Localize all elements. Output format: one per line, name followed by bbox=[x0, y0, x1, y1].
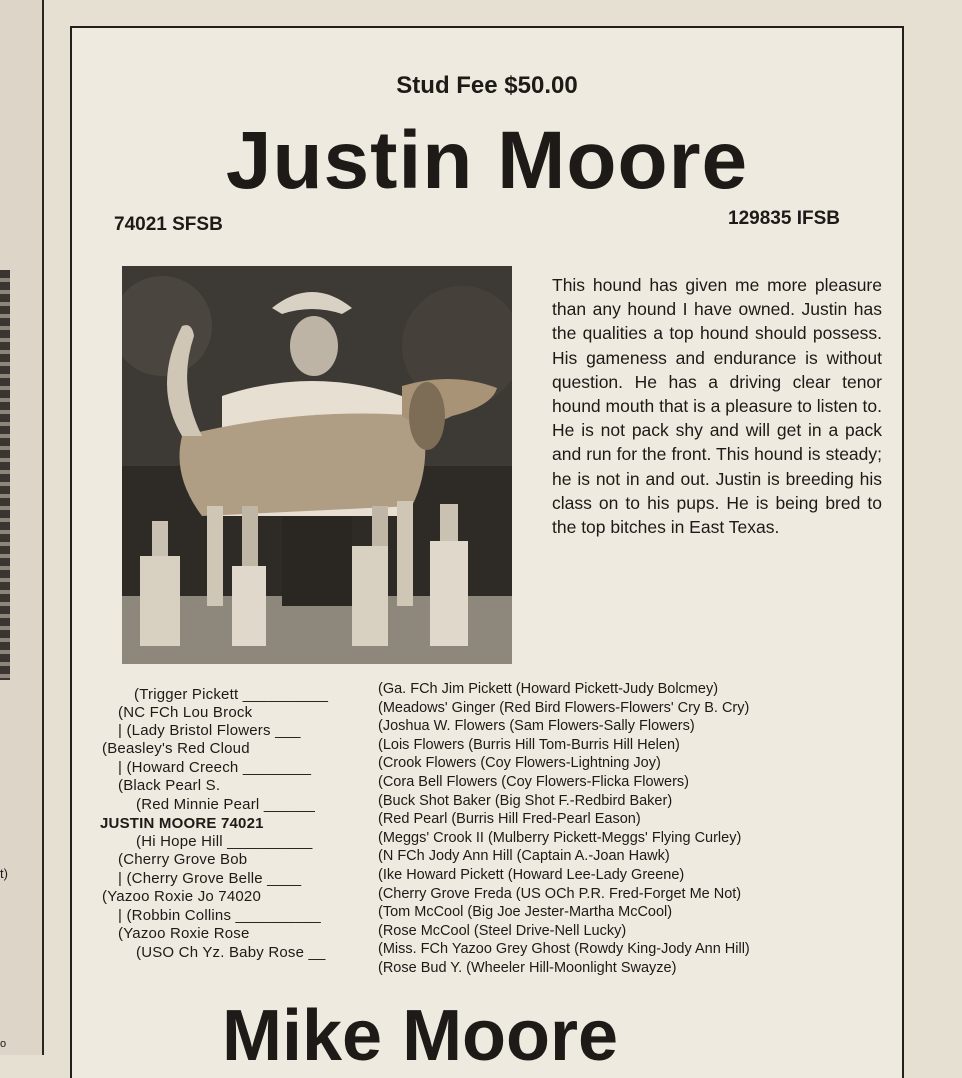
pedigree-entry: (USO Ch Yz. Baby Rose __ bbox=[136, 944, 326, 961]
pedigree-entry: (Beasley's Red Cloud bbox=[102, 740, 250, 757]
stud-ad-panel bbox=[70, 26, 904, 1078]
adjacent-page bbox=[0, 0, 44, 1055]
hound-description: This hound has given me more pleasure than any hound I have owned. Justin has the qualities a top hound should possess. His gameness and endurance is without question. He has a driving clear tenor hound mouth that is a pleasure to listen to. He is not pack shy and will get in a pack and run for the front. This hound is steady; he is not in and out. Justin is breeding his class on to his pups. He is being bred to the top bitches in East Texas. bbox=[552, 275, 882, 538]
ancestor-entry: (Joshua W. Flowers (Sam Flowers-Sally Flowers) bbox=[378, 718, 695, 735]
adjacent-page-text-fragment-2: o bbox=[0, 1038, 7, 1050]
ancestor-entry: (Meggs' Crook II (Mulberry Pickett-Meggs' Flying Curley) bbox=[378, 829, 742, 846]
adjacent-page-text-fragment: t) bbox=[0, 866, 8, 881]
ancestor-entry: (Lois Flowers (Burris Hill Tom-Burris Hill Helen) bbox=[378, 736, 680, 753]
ancestor-entry: (Cherry Grove Freda (US OCh P.R. Fred-Forget Me Not) bbox=[378, 885, 742, 902]
pedigree-entry: (NC FCh Lou Brock bbox=[118, 704, 253, 721]
pedigree-subject: JUSTIN MOORE 74021 bbox=[100, 815, 264, 832]
ancestor-entry: (Crook Flowers (Coy Flowers-Lightning Joy) bbox=[378, 755, 661, 772]
pedigree-entry: (Hi Hope Hill __________ bbox=[136, 833, 313, 850]
pedigree-entry: (Yazoo Roxie Jo 74020 bbox=[102, 888, 262, 905]
ancestor-entry: (Red Pearl (Burris Hill Fred-Pearl Eason) bbox=[378, 811, 641, 828]
ancestor-entry: (N FCh Jody Ann Hill (Captain A.-Joan Hawk) bbox=[378, 848, 670, 865]
ancestor-entry: (Ga. FCh Jim Pickett (Howard Pickett-Judy Bolcmey) bbox=[378, 681, 719, 697]
pedigree-chart bbox=[72, 676, 902, 986]
ancestor-entry: (Buck Shot Baker (Big Shot F.-Redbird Baker) bbox=[378, 792, 673, 809]
hound-photo-illustration bbox=[122, 266, 512, 664]
ancestor-entry: (Rose McCool (Steel Drive-Nell Lucky) bbox=[378, 922, 627, 939]
pedigree-entry: | (Lady Bristol Flowers ___ bbox=[118, 722, 301, 739]
adjacent-page-image-edge bbox=[0, 270, 10, 680]
pedigree-entry: (Trigger Pickett __________ bbox=[134, 686, 329, 703]
stud-fee: Stud Fee $50.00 bbox=[396, 72, 578, 99]
pedigree-entry: (Cherry Grove Bob bbox=[118, 851, 248, 868]
pedigree-entry: (Black Pearl S. bbox=[118, 777, 221, 794]
ifsb-registration: 129835 IFSB bbox=[728, 208, 840, 229]
pedigree-entry: (Yazoo Roxie Rose bbox=[118, 925, 250, 942]
hound-photo bbox=[122, 266, 512, 664]
sfsb-registration: 74021 SFSB bbox=[114, 214, 223, 235]
pedigree-entry: | (Cherry Grove Belle ____ bbox=[118, 870, 302, 887]
pedigree-entry: | (Howard Creech ________ bbox=[118, 759, 312, 776]
dog-name-heading: Justin Moore bbox=[225, 115, 749, 206]
ancestor-entry: (Cora Bell Flowers (Coy Flowers-Flicka Flowers) bbox=[378, 774, 689, 790]
pedigree-entry: | (Robbin Collins __________ bbox=[118, 907, 321, 924]
ancestor-entry: (Miss. FCh Yazoo Grey Ghost (Rowdy King-Jody Ann Hill) bbox=[378, 941, 750, 958]
ancestor-entry: (Ike Howard Pickett (Howard Lee-Lady Greene) bbox=[378, 867, 685, 883]
ancestor-entry: (Rose Bud Y. (Wheeler Hill-Moonlight Swayze) bbox=[378, 960, 677, 976]
ancestor-entry: (Tom McCool (Big Joe Jester-Martha McCool) bbox=[378, 904, 673, 921]
pedigree-entry: (Red Minnie Pearl ______ bbox=[136, 796, 316, 813]
next-ad-heading: Mike Moore bbox=[222, 996, 619, 1076]
ancestor-entry: (Meadows' Ginger (Red Bird Flowers-Flowers' Cry B. Cry) bbox=[378, 699, 750, 716]
